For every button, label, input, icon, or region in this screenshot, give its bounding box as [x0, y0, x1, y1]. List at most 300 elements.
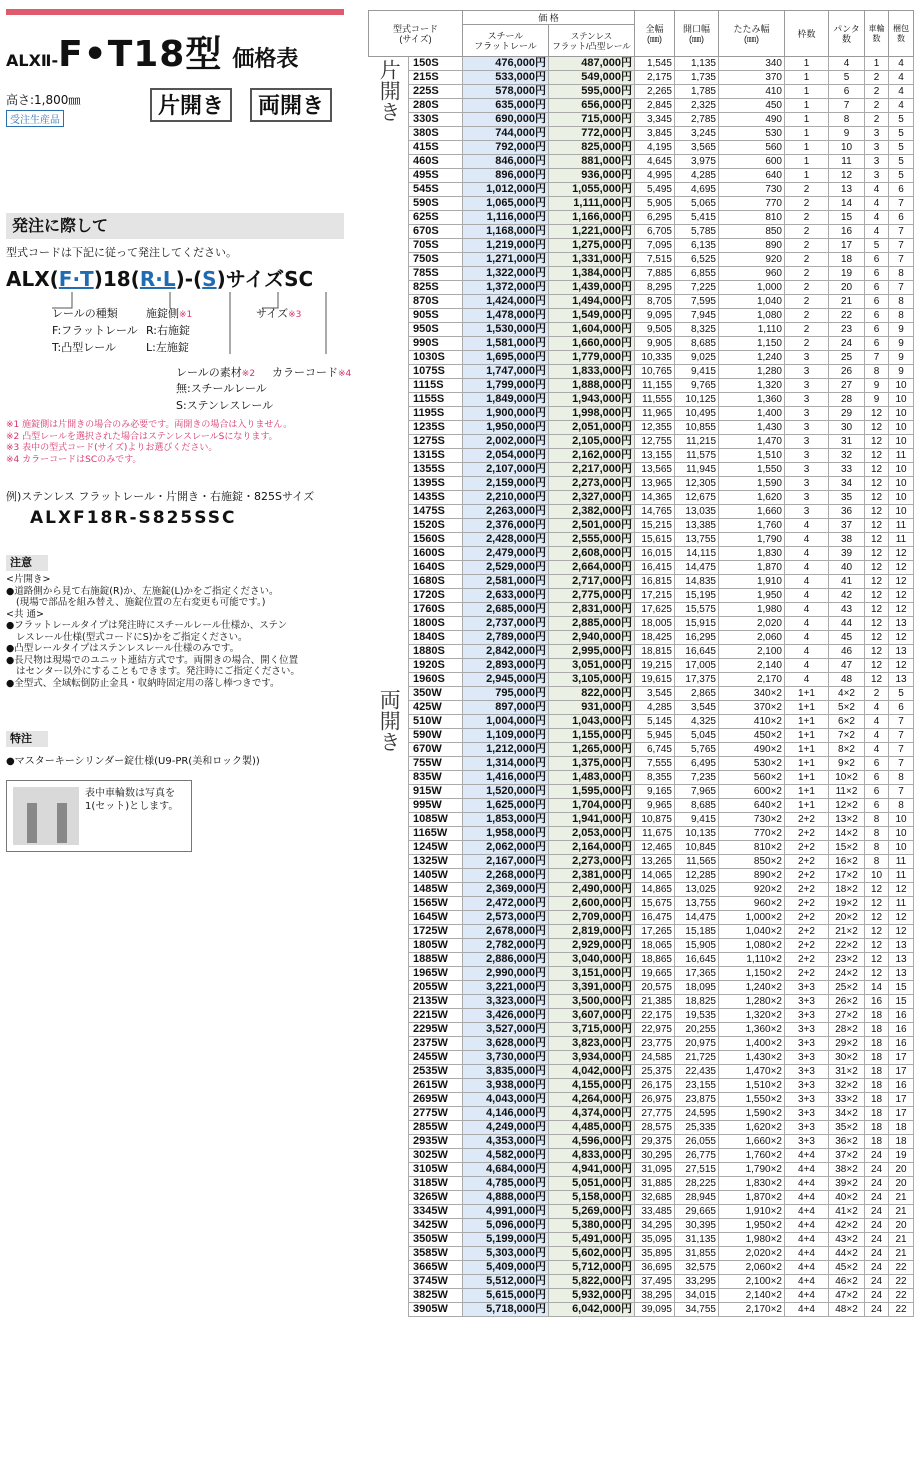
box-count: 6 — [889, 183, 914, 197]
panta-count: 10 — [829, 141, 865, 155]
stainless-price: 2,162,000円 — [549, 449, 635, 463]
footnote: ※1 施錠側は片開きの場合のみ必要です。両開きの場合は入りません。 — [6, 420, 292, 430]
opening-width: 7,965 — [675, 785, 719, 799]
model-code: 3745W — [409, 1275, 463, 1289]
panta-count: 19 — [829, 267, 865, 281]
wheel-count: 12 — [865, 407, 889, 421]
folded-width: 410 — [719, 85, 785, 99]
box-count: 13 — [889, 967, 914, 981]
folded-width: 560 — [719, 141, 785, 155]
wheel-count: 4 — [865, 729, 889, 743]
box-count: 7 — [889, 239, 914, 253]
stainless-price: 3,040,000円 — [549, 953, 635, 967]
table-row — [369, 995, 914, 1009]
folded-width: 2,170 — [719, 673, 785, 687]
stainless-price: 5,269,000円 — [549, 1205, 635, 1219]
wheel-count: 12 — [865, 463, 889, 477]
opening-width: 15,195 — [675, 589, 719, 603]
wheel-count: 12 — [865, 939, 889, 953]
wheel-count: 24 — [865, 1163, 889, 1177]
table-row — [369, 813, 914, 827]
steel-price: 1,950,000円 — [463, 421, 549, 435]
total-width: 4,645 — [635, 155, 675, 169]
frame-count: 4+4 — [785, 1303, 829, 1317]
wheel-photo — [13, 787, 79, 845]
steel-price: 635,000円 — [463, 99, 549, 113]
stainless-price: 2,709,000円 — [549, 911, 635, 925]
frame-count: 2+2 — [785, 827, 829, 841]
steel-price: 795,000円 — [463, 687, 549, 701]
folded-width: 1,980×2 — [719, 1233, 785, 1247]
box-count: 15 — [889, 981, 914, 995]
frame-count: 4+4 — [785, 1261, 829, 1275]
note-mark: ※2 — [241, 369, 256, 379]
model-code: 825S — [409, 281, 463, 295]
folded-width: 890 — [719, 239, 785, 253]
total-width: 7,555 — [635, 757, 675, 771]
caution-line: ●道路側から見て右施錠(R)か、左施錠(L)かをご指定ください。 — [6, 585, 279, 597]
frame-count: 2 — [785, 295, 829, 309]
box-count: 10 — [889, 827, 914, 841]
stainless-price: 2,664,000円 — [549, 561, 635, 575]
total-width: 15,215 — [635, 519, 675, 533]
opening-width: 31,135 — [675, 1233, 719, 1247]
rail-flat: F:フラットレール — [52, 324, 138, 337]
model-code: 1155S — [409, 393, 463, 407]
opening-width: 13,025 — [675, 883, 719, 897]
model-code: 350W — [409, 687, 463, 701]
box-count: 4 — [889, 85, 914, 99]
box-count: 4 — [889, 57, 914, 71]
steel-price: 4,785,000円 — [463, 1177, 549, 1191]
opening-width: 23,155 — [675, 1079, 719, 1093]
wheel-count: 8 — [865, 365, 889, 379]
box-count: 7 — [889, 757, 914, 771]
model-code: 3585W — [409, 1247, 463, 1261]
stainless-price: 1,384,000円 — [549, 267, 635, 281]
opening-width: 4,695 — [675, 183, 719, 197]
folded-width: 920 — [719, 253, 785, 267]
opening-width: 16,645 — [675, 645, 719, 659]
single-open-badge: 片開き — [150, 88, 232, 122]
model-code: 1405W — [409, 869, 463, 883]
note-mark: ※3 — [288, 310, 302, 320]
stainless-price: 3,715,000円 — [549, 1023, 635, 1037]
steel-price: 2,990,000円 — [463, 967, 549, 981]
model-code: 905S — [409, 309, 463, 323]
folded-width: 1,280 — [719, 365, 785, 379]
model-code: 1355S — [409, 463, 463, 477]
opening-width: 21,725 — [675, 1051, 719, 1065]
total-width: 13,265 — [635, 855, 675, 869]
model-code: 2935W — [409, 1135, 463, 1149]
wheel-count: 24 — [865, 1149, 889, 1163]
steel-price: 2,369,000円 — [463, 883, 549, 897]
panta-count: 7 — [829, 99, 865, 113]
model-code: 1965W — [409, 967, 463, 981]
steel-price: 5,512,000円 — [463, 1275, 549, 1289]
footnotes — [6, 420, 346, 466]
total-width: 26,975 — [635, 1093, 675, 1107]
stainless-price: 2,819,000円 — [549, 925, 635, 939]
opening-width: 20,975 — [675, 1037, 719, 1051]
panta-count: 7×2 — [829, 729, 865, 743]
panta-count: 21 — [829, 295, 865, 309]
wheel-count: 12 — [865, 883, 889, 897]
folded-width: 770 — [719, 197, 785, 211]
model-code: 1640S — [409, 561, 463, 575]
steel-price: 1,109,000円 — [463, 729, 549, 743]
stainless-price: 936,000円 — [549, 169, 635, 183]
table-row — [369, 729, 914, 743]
box-count: 9 — [889, 365, 914, 379]
panta-count: 17 — [829, 239, 865, 253]
steel-price: 2,573,000円 — [463, 911, 549, 925]
rail-convex: T:凸型レール — [52, 341, 116, 354]
wheel-count: 12 — [865, 631, 889, 645]
wheel-count: 6 — [865, 771, 889, 785]
table-row — [369, 1177, 914, 1191]
steel-price: 2,893,000円 — [463, 659, 549, 673]
opening-width: 4,285 — [675, 169, 719, 183]
box-count: 10 — [889, 813, 914, 827]
steel-price: 3,527,000円 — [463, 1023, 549, 1037]
frame-count: 3 — [785, 491, 829, 505]
folded-width: 850×2 — [719, 855, 785, 869]
steel-price: 4,353,000円 — [463, 1135, 549, 1149]
opening-width: 31,855 — [675, 1247, 719, 1261]
model-code: 590S — [409, 197, 463, 211]
total-width: 4,285 — [635, 701, 675, 715]
folded-width: 1,240×2 — [719, 981, 785, 995]
wheel-count: 18 — [865, 1009, 889, 1023]
wheel-count: 2 — [865, 687, 889, 701]
folded-width: 490×2 — [719, 743, 785, 757]
panta-count: 14×2 — [829, 827, 865, 841]
folded-width: 530 — [719, 127, 785, 141]
stainless-price: 5,051,000円 — [549, 1177, 635, 1191]
folded-width: 850 — [719, 225, 785, 239]
code-part-lock: R·L — [139, 267, 176, 291]
panta-count: 12×2 — [829, 799, 865, 813]
opening-width: 29,665 — [675, 1205, 719, 1219]
folded-width: 1,620×2 — [719, 1121, 785, 1135]
steel-price: 2,945,000円 — [463, 673, 549, 687]
table-row — [369, 1289, 914, 1303]
header-boxes: 梱包 数 — [889, 11, 914, 57]
opening-width: 3,565 — [675, 141, 719, 155]
panta-count: 16 — [829, 225, 865, 239]
wheel-count: 24 — [865, 1177, 889, 1191]
model-code: 1520S — [409, 519, 463, 533]
total-width: 16,015 — [635, 547, 675, 561]
box-count: 12 — [889, 659, 914, 673]
table-row — [369, 99, 914, 113]
panta-count: 31×2 — [829, 1065, 865, 1079]
box-count: 21 — [889, 1205, 914, 1219]
frame-count: 4 — [785, 589, 829, 603]
panta-count: 47×2 — [829, 1289, 865, 1303]
wheel-count: 18 — [865, 1037, 889, 1051]
total-width: 13,155 — [635, 449, 675, 463]
table-row — [369, 295, 914, 309]
model-code: 3905W — [409, 1303, 463, 1317]
total-width: 17,215 — [635, 589, 675, 603]
frame-count: 4 — [785, 561, 829, 575]
box-count: 12 — [889, 925, 914, 939]
model-code: 870S — [409, 295, 463, 309]
model-code: 2375W — [409, 1037, 463, 1051]
table-row — [369, 953, 914, 967]
folded-width: 770×2 — [719, 827, 785, 841]
stainless-price: 3,051,000円 — [549, 659, 635, 673]
frame-count: 4+4 — [785, 1191, 829, 1205]
stainless-price: 2,053,000円 — [549, 827, 635, 841]
table-row — [369, 141, 914, 155]
table-row — [369, 1009, 914, 1023]
folded-width: 1,830 — [719, 547, 785, 561]
folded-width: 1,510 — [719, 449, 785, 463]
table-row — [369, 631, 914, 645]
wheel-count: 12 — [865, 575, 889, 589]
steel-price: 2,685,000円 — [463, 603, 549, 617]
color-text: カラーコード — [272, 366, 338, 379]
opening-width: 25,335 — [675, 1121, 719, 1135]
table-row — [369, 505, 914, 519]
wheel-count: 3 — [865, 127, 889, 141]
caution-heading: 注意 — [6, 555, 48, 571]
box-count: 17 — [889, 1107, 914, 1121]
model-code: 3265W — [409, 1191, 463, 1205]
total-width: 24,585 — [635, 1051, 675, 1065]
caution-line: ●フラットレールタイプは発注時にスチールレール仕様か、ステン — [6, 620, 288, 631]
note-mark: ※4 — [338, 369, 352, 379]
total-width: 32,685 — [635, 1191, 675, 1205]
opening-width: 12,675 — [675, 491, 719, 505]
panta-count: 45×2 — [829, 1261, 865, 1275]
total-width: 10,765 — [635, 365, 675, 379]
total-width: 10,875 — [635, 813, 675, 827]
total-width: 9,095 — [635, 309, 675, 323]
steel-price: 1,900,000円 — [463, 407, 549, 421]
table-row — [369, 645, 914, 659]
table-row — [369, 463, 914, 477]
wheel-count: 6 — [865, 267, 889, 281]
table-row — [369, 365, 914, 379]
box-count: 7 — [889, 197, 914, 211]
frame-count: 2 — [785, 239, 829, 253]
stainless-price: 1,941,000円 — [549, 813, 635, 827]
total-width: 5,495 — [635, 183, 675, 197]
box-count: 22 — [889, 1289, 914, 1303]
header-wheels: 車輪 数 — [865, 11, 889, 57]
frame-count: 4 — [785, 631, 829, 645]
steel-price: 2,002,000円 — [463, 435, 549, 449]
model-code: 545S — [409, 183, 463, 197]
wheel-count: 24 — [865, 1275, 889, 1289]
steel-price: 1,424,000円 — [463, 295, 549, 309]
wheel-count: 6 — [865, 253, 889, 267]
panta-count: 43×2 — [829, 1233, 865, 1247]
frame-count: 2 — [785, 197, 829, 211]
folded-width: 2,170×2 — [719, 1303, 785, 1317]
box-count: 20 — [889, 1177, 914, 1191]
frame-count: 4 — [785, 603, 829, 617]
wheel-count: 12 — [865, 953, 889, 967]
frame-count: 3+3 — [785, 1135, 829, 1149]
opening-width: 18,095 — [675, 981, 719, 995]
table-row — [369, 799, 914, 813]
steel-price: 1,849,000円 — [463, 393, 549, 407]
table-row — [369, 659, 914, 673]
frame-count: 1+1 — [785, 757, 829, 771]
table-row — [369, 323, 914, 337]
panta-count: 20×2 — [829, 911, 865, 925]
model-code-format — [6, 263, 313, 292]
frame-count: 4 — [785, 533, 829, 547]
series-prefix: ALXⅡ- — [6, 51, 59, 70]
panta-count: 29 — [829, 407, 865, 421]
steel-price: 792,000円 — [463, 141, 549, 155]
steel-price: 2,789,000円 — [463, 631, 549, 645]
box-count: 5 — [889, 169, 914, 183]
panta-count: 24 — [829, 337, 865, 351]
steel-price: 3,426,000円 — [463, 1009, 549, 1023]
folded-width: 890×2 — [719, 869, 785, 883]
folded-width: 1,150 — [719, 337, 785, 351]
steel-price: 2,782,000円 — [463, 939, 549, 953]
code-part: ALX( — [6, 267, 59, 291]
folded-width: 2,060 — [719, 631, 785, 645]
stainless-price: 4,596,000円 — [549, 1135, 635, 1149]
model-code: 1600S — [409, 547, 463, 561]
opening-width: 24,595 — [675, 1107, 719, 1121]
table-row — [369, 1065, 914, 1079]
frame-count: 4+4 — [785, 1219, 829, 1233]
folded-width: 1,910 — [719, 575, 785, 589]
folded-width: 1,620 — [719, 491, 785, 505]
frame-count: 3 — [785, 407, 829, 421]
folded-width: 370 — [719, 71, 785, 85]
total-width: 9,965 — [635, 799, 675, 813]
wheel-photo-box — [6, 780, 192, 852]
frame-count: 3+3 — [785, 1037, 829, 1051]
box-count: 4 — [889, 71, 914, 85]
frame-count: 3 — [785, 393, 829, 407]
frame-count: 4+4 — [785, 1275, 829, 1289]
header-frames: 枠数 — [785, 11, 829, 57]
total-width: 18,425 — [635, 631, 675, 645]
panta-count: 11 — [829, 155, 865, 169]
header-total-width: 全幅 (㎜) — [635, 11, 675, 57]
wheel-count: 4 — [865, 715, 889, 729]
steel-price: 3,221,000円 — [463, 981, 549, 995]
model-code: 1030S — [409, 351, 463, 365]
table-row — [369, 309, 914, 323]
table-row — [369, 771, 914, 785]
box-count: 13 — [889, 617, 914, 631]
steel-price: 3,730,000円 — [463, 1051, 549, 1065]
table-row — [369, 183, 914, 197]
panta-count: 34×2 — [829, 1107, 865, 1121]
model-code: 835W — [409, 771, 463, 785]
model-code: 415S — [409, 141, 463, 155]
wheel-count: 5 — [865, 239, 889, 253]
box-count: 12 — [889, 631, 914, 645]
steel-price: 1,853,000円 — [463, 813, 549, 827]
model-code: 3825W — [409, 1289, 463, 1303]
total-width: 19,615 — [635, 673, 675, 687]
steel-price: 2,842,000円 — [463, 645, 549, 659]
opening-width: 13,385 — [675, 519, 719, 533]
total-width: 31,885 — [635, 1177, 675, 1191]
total-width: 3,345 — [635, 113, 675, 127]
wheel-count: 6 — [865, 337, 889, 351]
panta-count: 18 — [829, 253, 865, 267]
code-part-rail: F·T — [58, 267, 94, 291]
steel-price: 1,116,000円 — [463, 211, 549, 225]
stainless-price: 2,164,000円 — [549, 841, 635, 855]
steel-price: 2,737,000円 — [463, 617, 549, 631]
model-code: 1645W — [409, 911, 463, 925]
price-table — [368, 10, 914, 1317]
frame-count: 4+4 — [785, 1289, 829, 1303]
opening-width: 33,295 — [675, 1275, 719, 1289]
opening-width: 9,025 — [675, 351, 719, 365]
lock-side-label — [146, 305, 192, 321]
wheel-count: 24 — [865, 1219, 889, 1233]
opening-width: 13,035 — [675, 505, 719, 519]
steel-price: 2,479,000円 — [463, 547, 549, 561]
panta-count: 6×2 — [829, 715, 865, 729]
stainless-price: 825,000円 — [549, 141, 635, 155]
stainless-price: 2,273,000円 — [549, 477, 635, 491]
box-count: 20 — [889, 1163, 914, 1177]
stainless-price: 2,940,000円 — [549, 631, 635, 645]
wheel-count: 12 — [865, 547, 889, 561]
frame-count: 3+3 — [785, 995, 829, 1009]
opening-width: 13,755 — [675, 533, 719, 547]
panta-count: 35 — [829, 491, 865, 505]
steel-price: 2,054,000円 — [463, 449, 549, 463]
total-width: 6,745 — [635, 743, 675, 757]
header-panta: パンタ 数 — [829, 11, 865, 57]
wheel-count: 12 — [865, 435, 889, 449]
model-code: 1475S — [409, 505, 463, 519]
box-count: 16 — [889, 1079, 914, 1093]
folded-width: 960 — [719, 267, 785, 281]
model-code: 950S — [409, 323, 463, 337]
folded-width: 2,020 — [719, 617, 785, 631]
frame-count: 4 — [785, 575, 829, 589]
model-code: 670W — [409, 743, 463, 757]
frame-count: 3+3 — [785, 981, 829, 995]
stainless-price: 2,105,000円 — [549, 435, 635, 449]
frame-count: 4+4 — [785, 1205, 829, 1219]
table-row — [369, 379, 914, 393]
steel-price: 3,835,000円 — [463, 1065, 549, 1079]
folded-width: 1,910×2 — [719, 1205, 785, 1219]
table-row — [369, 1093, 914, 1107]
table-row — [369, 855, 914, 869]
steel-price: 1,625,000円 — [463, 799, 549, 813]
opening-width: 34,015 — [675, 1289, 719, 1303]
steel-price: 5,096,000円 — [463, 1219, 549, 1233]
panta-count: 37 — [829, 519, 865, 533]
model-code: 1720S — [409, 589, 463, 603]
stainless-price: 3,823,000円 — [549, 1037, 635, 1051]
model-code: 2615W — [409, 1079, 463, 1093]
